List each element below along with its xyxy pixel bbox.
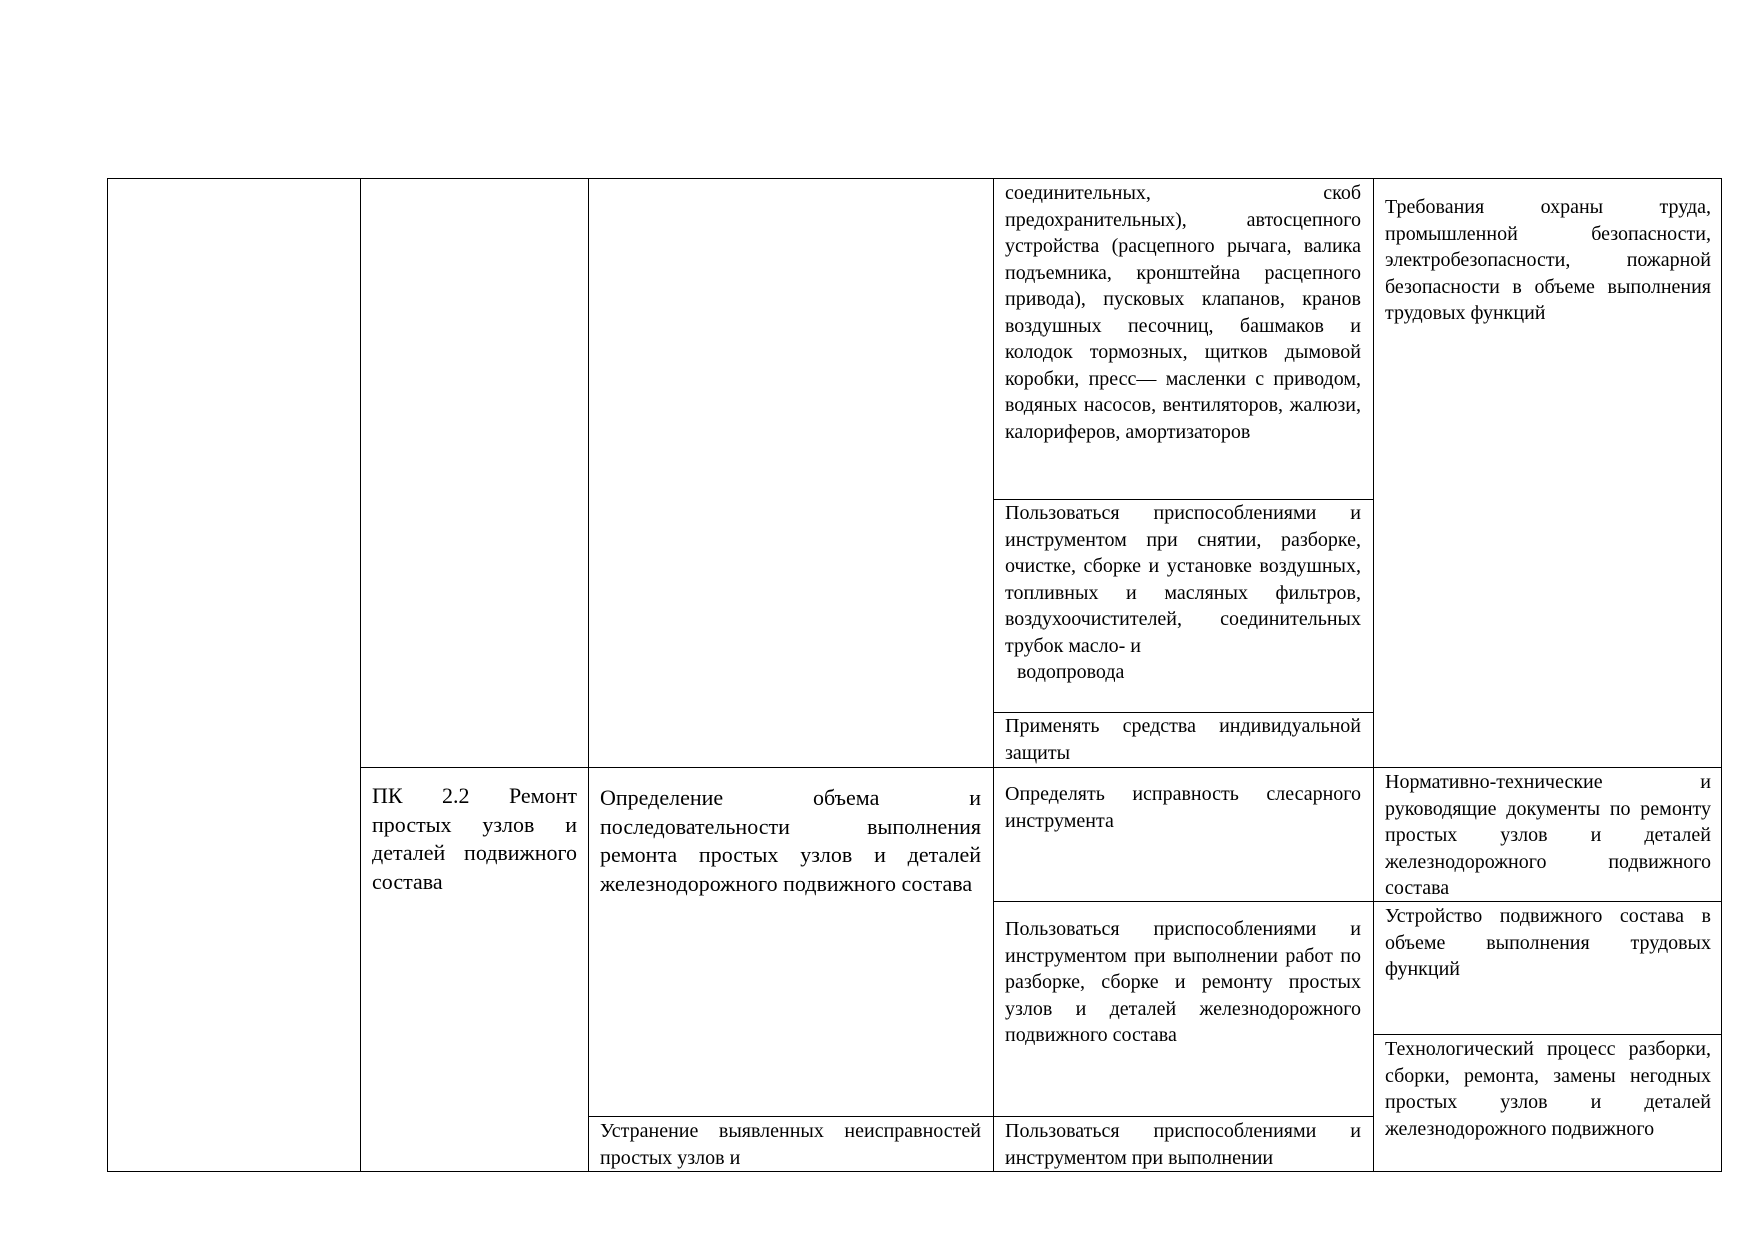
column-divider-2: [588, 178, 589, 1172]
knowledge-cell-process: [1385, 1036, 1711, 1170]
table-right-border: [1721, 178, 1722, 1172]
knowledge-cell-safety: [1385, 194, 1711, 754]
skill-text-continued: соединительных, скоб предохранительных), автосцепного устройства (расцепного рычага, валика подъемника, кронштейна расцепного привода), пусковых клапанов, кранов воздушных песочниц, башмаков и колодок тормозных, щитков дымовой коробки, пресс— масленки с приводом, водяных насосов, вентиляторов, жалюзи, калориферов, амортизаторов: [1005, 182, 1361, 443]
column-divider-3: [993, 178, 994, 1172]
knowledge-text-normative: Нормативно-технические и руководящие документы по ремонту простых узлов и деталей железнодорожного подвижного состава: [1385, 771, 1711, 899]
action-divider: [588, 1116, 994, 1117]
competency-text-pk22: ПК 2.2 Ремонт простых узлов и деталей подвижного состава: [372, 783, 577, 894]
pk22-row-divider: [360, 767, 1722, 768]
skill-text-tool-check: Определять исправность слесарного инструмента: [1005, 783, 1361, 832]
skills-divider-4: [993, 1116, 1374, 1117]
competency-cell-pk22: [372, 782, 577, 1162]
action-cell-repair: [600, 1118, 981, 1170]
knowledge-text-safety: Требования охраны труда, промышленной безопасности, электробезопасности, пожарной безопасности в объеме выполнения трудовых функций: [1385, 196, 1711, 324]
skills-divider-3: [993, 901, 1374, 902]
column-divider-4: [1373, 178, 1374, 1172]
action-cell-scope: [600, 784, 981, 1110]
knowledge-text-device: Устройство подвижного состава в объеме выполнения трудовых функций: [1385, 905, 1711, 980]
skill-cell-tool-check: [1005, 781, 1361, 899]
skill-cell-filters: [1005, 500, 1361, 712]
skill-text-filters-tail: водопровода: [1017, 661, 1125, 683]
skill-cell-fix: [1005, 1118, 1361, 1170]
column-divider-1: [360, 178, 361, 1172]
skill-text-fix: Пользоваться приспособлениями и инструментом при выполнении: [1005, 1120, 1361, 1169]
table-bottom-border: [107, 1171, 1722, 1172]
table-top-border: [107, 178, 1722, 179]
table-left-border: [107, 178, 108, 1172]
knowledge-cell-normative: [1385, 769, 1711, 900]
skill-text-ppe: Применять средства индивидуальной защиты: [1005, 715, 1361, 764]
knowledge-cell-device: [1385, 903, 1711, 1033]
action-text-repair: Устранение выявленных неисправностей простых узлов и: [600, 1120, 981, 1169]
knowledge-divider-2: [1373, 1034, 1722, 1035]
skill-text-disassembly: Пользоваться приспособлениями и инструментом при выполнении работ по разборке, сборке и ремонту простых узлов и деталей железнодорожного подвижного состава: [1005, 918, 1361, 1046]
action-text-scope: Определение объема и последовательности выполнения ремонта простых узлов и деталей железнодорожного подвижного состава: [600, 785, 981, 896]
skill-cell-disassembly: [1005, 916, 1361, 1112]
skill-cell-ppe: [1005, 713, 1361, 767]
skill-cell-continued: [1005, 180, 1361, 498]
knowledge-divider-1: [1373, 901, 1722, 902]
knowledge-text-process: Технологический процесс разборки, сборки, ремонта, замены негодных простых узлов и деталей железнодорожного подвижного: [1385, 1038, 1711, 1140]
skill-text-filters: Пользоваться приспособлениями и инструментом при снятии, разборке, очистке, сборке и установке воздушных, топливных и масляных фильтров, воздухоочистителей, соединительных трубок масло- и: [1005, 502, 1361, 657]
